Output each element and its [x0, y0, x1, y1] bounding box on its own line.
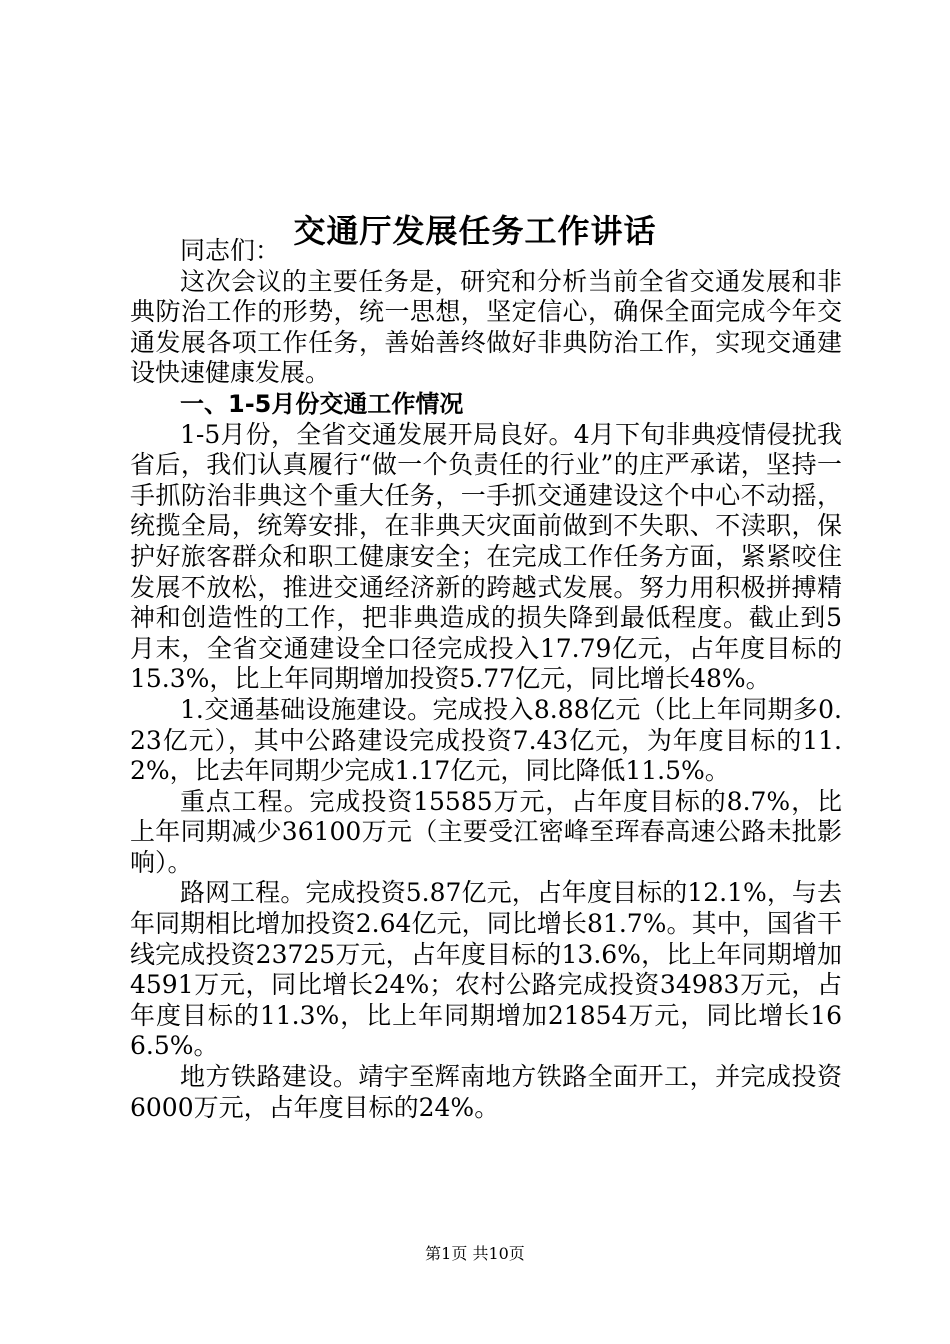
salutation: 同志们：	[180, 236, 281, 265]
intro-paragraph: 这次会议的主要任务是，研究和分析当前全省交通发展和非典防治工作的形势，统一思想，坚定信心，确保全面完成今年交通发展各项工作任务，善始善终做好非典防治工作，实现交通建设快速健康发展。	[130, 266, 842, 388]
paragraph-local-railway: 地方铁路建设。靖宇至辉南地方铁路全面开工，并完成投资6000万元，占年度目标的24%。	[130, 1062, 842, 1122]
page-number-footer: 第1页 共10页	[425, 1244, 525, 1263]
section-heading: 一、1-5月份交通工作情况	[180, 389, 464, 418]
paragraph-key-projects: 重点工程。完成投资15585万元，占年度目标的8.7%，比上年同期减少36100万元（主要受江密峰至珲春高速公路未批影响）。	[130, 786, 842, 877]
paragraph-overview: 1-5月份，全省交通发展开局良好。4月下旬非典疫情侵扰我省后，我们认真履行“做一个负责任的行业”的庄严承诺，坚持一手抓防治非典这个重大任务，一手抓交通建设这个中心不动摇，统揽全局，统筹安排，在非典天灾面前做到不失职、不渎职，保护好旅客群众和职工健康安全；在完成工作任务方面，紧紧咬住发展不放松，推进交通经济新的跨越式发展。努力用积极拼搏精神和创造性的工作，把非典造成的损失降到最低程度。截止到5月末，全省交通建设全口径完成投入17.79亿元，占年度目标的15.3%，比上年同期增加投资5.77亿元，同比增长48%。	[130, 419, 842, 694]
paragraph-infrastructure: 1.交通基础设施建设。完成投入8.88亿元（比上年同期多0.23亿元），其中公路建设完成投资7.43亿元，为年度目标的11.2%，比去年同期少完成1.17亿元，同比降低11.5%。	[130, 694, 842, 786]
paragraph-road-network: 路网工程。完成投资5.87亿元，占年度目标的12.1%，与去年同期相比增加投资2.64亿元，同比增长81.7%。其中，国省干线完成投资23725万元，占年度目标的13.6%，比上年同期增加4591万元，同比增长24%；农村公路完成投资34983万元，占年度目标的11.3%，比上年同期增加21854万元，同比增长166.5%。	[130, 878, 842, 1061]
document-body	[130, 236, 842, 1123]
document-title: 交通厅发展任务工作讲话	[293, 212, 657, 251]
